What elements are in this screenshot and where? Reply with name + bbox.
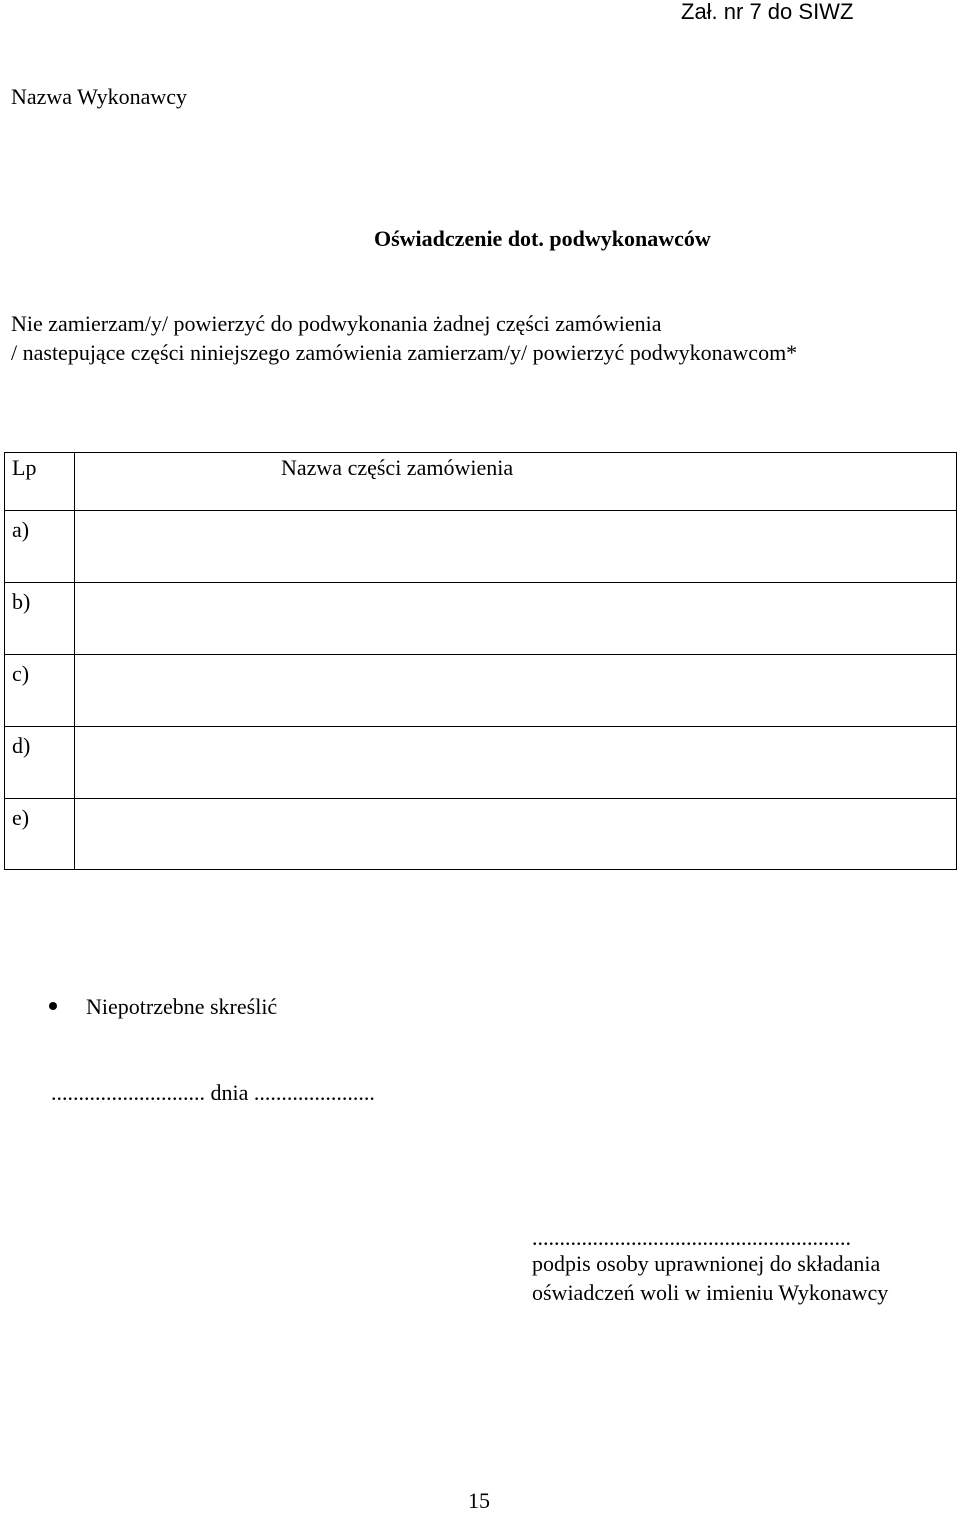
row-part-name[interactable] bbox=[75, 727, 957, 799]
signature-caption-line-2: oświadczeń woli w imieniu Wykonawcy bbox=[532, 1280, 889, 1305]
table-row bbox=[5, 511, 957, 583]
header-part-name-label: Nazwa części zamówienia bbox=[281, 455, 514, 480]
row-part-name[interactable] bbox=[75, 511, 957, 583]
header-part-name bbox=[75, 453, 957, 511]
subcontract-parts-table bbox=[4, 452, 957, 870]
table-row bbox=[5, 727, 957, 799]
annex-label: Zał. nr 7 do SIWZ bbox=[681, 0, 854, 24]
statement-line-2: / nastepujące części niniejszego zamówienia zamierzam/y/ powierzyć podwykonawcom* bbox=[11, 340, 798, 365]
row-lp: c) bbox=[5, 655, 75, 727]
table-row bbox=[5, 583, 957, 655]
row-lp: b) bbox=[5, 583, 75, 655]
row-part-name[interactable] bbox=[75, 655, 957, 727]
statement-line-1: Nie zamierzam/y/ powierzyć do podwykonania żadnej części zamówienia bbox=[11, 311, 662, 336]
table-row bbox=[5, 655, 957, 727]
row-part-name[interactable] bbox=[75, 583, 957, 655]
row-part-name[interactable] bbox=[75, 799, 957, 870]
page-number: 15 bbox=[468, 1488, 490, 1513]
footnote: Niepotrzebne skreślić bbox=[86, 994, 278, 1019]
signature-dots: .......................................................... bbox=[532, 1225, 851, 1250]
row-lp: d) bbox=[5, 727, 75, 799]
document-title: Oświadczenie dot. podwykonawców bbox=[374, 226, 711, 251]
row-lp: a) bbox=[5, 511, 75, 583]
contractor-name-label: Nazwa Wykonawcy bbox=[11, 84, 188, 109]
table-header-row bbox=[5, 453, 957, 511]
row-lp: e) bbox=[5, 799, 75, 870]
table-row bbox=[5, 799, 957, 870]
bullet-icon bbox=[49, 1002, 57, 1010]
header-lp: Lp bbox=[5, 453, 75, 511]
signature-caption-line-1: podpis osoby uprawnionej do składania bbox=[532, 1251, 881, 1276]
date-line: ............................ dnia ...................... bbox=[51, 1080, 375, 1105]
